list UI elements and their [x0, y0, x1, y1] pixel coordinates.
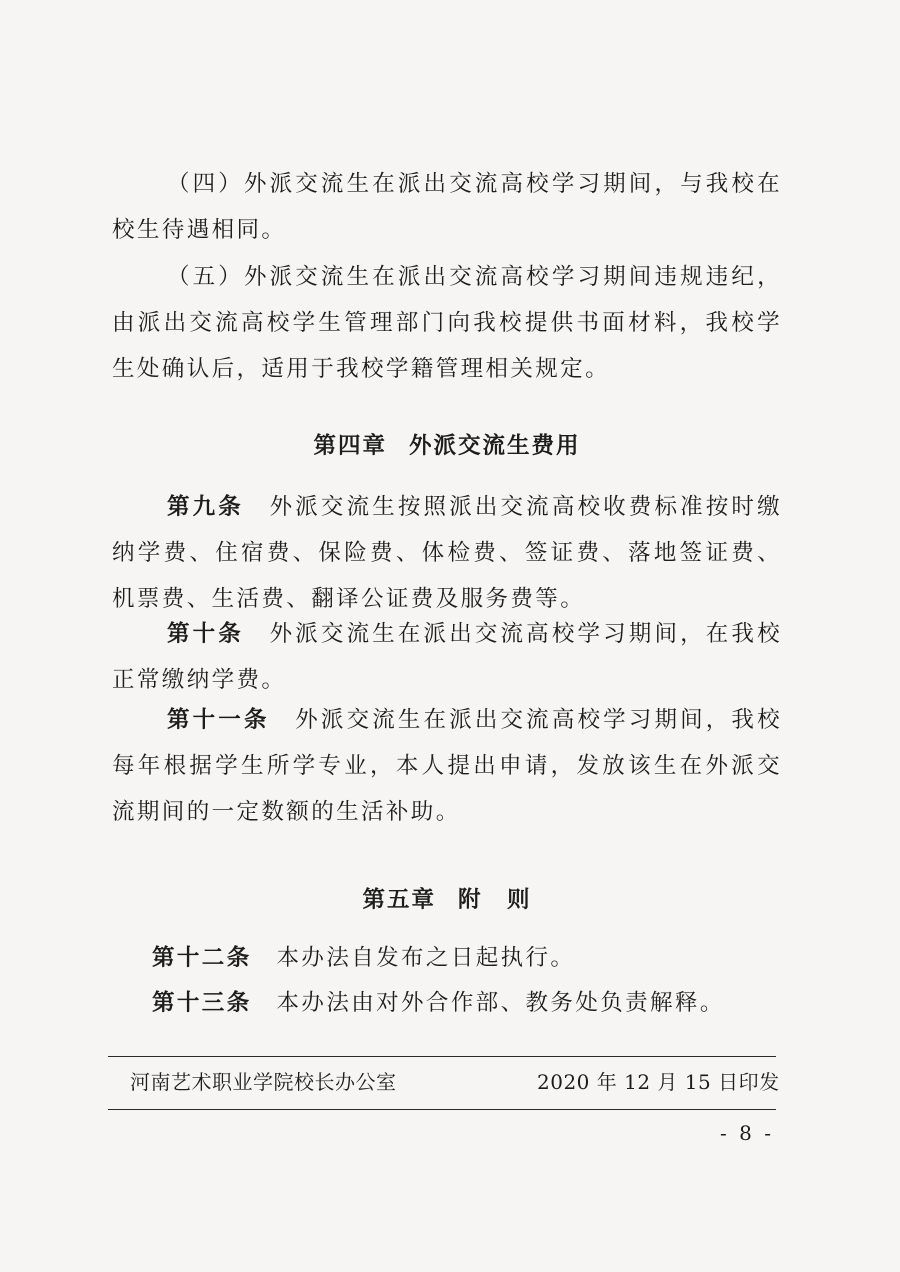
article-9: 第九条 外派交流生按照派出交流高校收费标准按时缴纳学费、住宿费、保险费、体检费、签证费、落地签证费、机票费、生活费、翻译公证费及服务费等。 [112, 494, 782, 612]
article-10-label: 第十条 [167, 621, 244, 647]
paragraph-5: （五）外派交流生在派出交流高校学习期间违规违纪，由派出交流高校学生管理部门向我校提供书面材料，我校学生处确认后，适用于我校学籍管理相关规定。 [112, 264, 782, 382]
chapter-4-heading: 第四章 外派交流生费用 [313, 433, 581, 459]
issuer-name: 河南艺术职业学院校长办公室 [130, 1070, 397, 1094]
article-13-label: 第十三条 [152, 990, 252, 1016]
article-12-label: 第十二条 [152, 945, 252, 971]
chapter-5-heading: 第五章 附 则 [362, 887, 532, 913]
footer-top-rule [108, 1056, 776, 1057]
paragraph-4: （四）外派交流生在派出交流高校学习期间，与我校在校生待遇相同。 [112, 171, 782, 243]
issue-date: 2020 年 12 月 15 日印发 [537, 1070, 780, 1094]
article-9-label: 第九条 [167, 494, 244, 520]
article-11: 第十一条 外派交流生在派出交流高校学习期间，我校每年根据学生所学专业，本人提出申请，发放该生在外派交流期间的一定数额的生活补助。 [112, 707, 782, 825]
article-12: 第十二条 本办法自发布之日起执行。 [152, 945, 576, 971]
article-13: 第十三条 本办法由对外合作部、教务处负责解释。 [152, 990, 725, 1016]
article-11-label: 第十一条 [167, 707, 270, 733]
page-number: - 8 - [720, 1121, 774, 1145]
footer-bottom-rule [108, 1109, 776, 1110]
article-10: 第十条 外派交流生在派出交流高校学习期间，在我校正常缴纳学费。 [112, 621, 782, 693]
